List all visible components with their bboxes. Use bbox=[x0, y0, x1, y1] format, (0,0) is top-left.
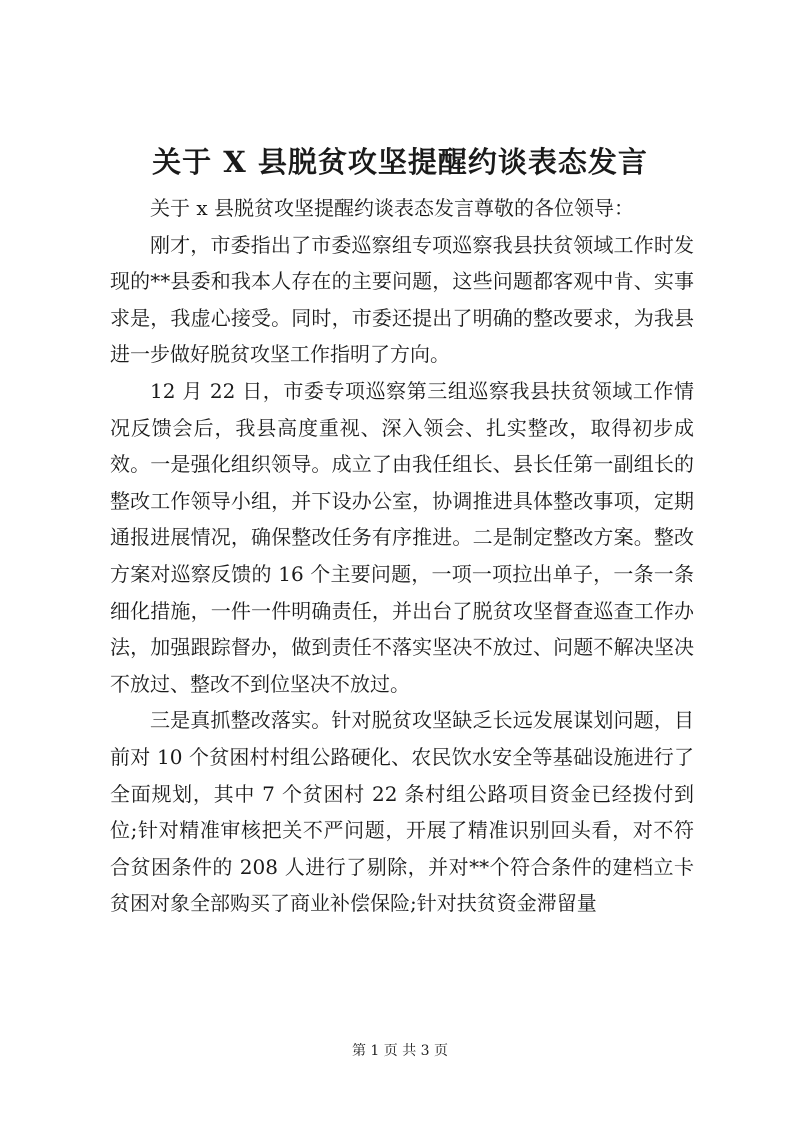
paragraph-salutation: 关于 x 县脱贫攻坚提醒约谈表态发言尊敬的各位领导： bbox=[150, 196, 634, 220]
document-body bbox=[110, 190, 694, 922]
document-title: 关于 X 县脱贫攻坚提醒约谈表态发言 bbox=[152, 145, 648, 179]
paragraph-rectification-progress: 12 月 22 日，市委专项巡察第三组巡察我县扶贫领域工作情况反馈会后，我县高度重视、深入领会、扎实整改，取得初步成效。一是强化组织领导。成立了由我任组长、县长任第一副组长的整改工作领导小组，并下设办公室，协调推进具体整改事项，定期通报进展情况，确保整改任务有序推进。二是制定整改方案。整改方案对巡察反馈的 16 个主要问题，一项一项拉出单子，一条一条细化措施，一件一件明确责任，并出台了脱贫攻坚督查巡查工作办法，加强跟踪督办，做到责任不落实坚决不放过、问题不解决坚决不放过、整改不到位坚决不放过。 bbox=[110, 378, 694, 696]
paragraph-acknowledgement: 刚才，市委指出了市委巡察组专项巡察我县扶贫领域工作时发现的**县委和我本人存在的主要问题，这些问题都客观中肯、实事求是，我虚心接受。同时，市委还提出了明确的整改要求，为我县进一步做好脱贫攻坚工作指明了方向。 bbox=[110, 232, 694, 367]
page-footer: 第 1 页 共 3 页 bbox=[351, 1043, 449, 1059]
paragraph-implementation: 三是真抓整改落实。针对脱贫攻坚缺乏长远发展谋划问题，目前对 10 个贫困村村组公路硬化、农民饮水安全等基础设施进行了全面规划，其中 7 个贫困村 22 条村组公路项目资金已经拨付到位;针对精准审核把关不严问题，开展了精准识别回头看，对不符合贫困条件的 208 人进行了剔除，并对**个符合条件的建档立卡贫困对象全部购买了商业补偿保险;针对扶贫资金滞留量 bbox=[110, 708, 694, 916]
